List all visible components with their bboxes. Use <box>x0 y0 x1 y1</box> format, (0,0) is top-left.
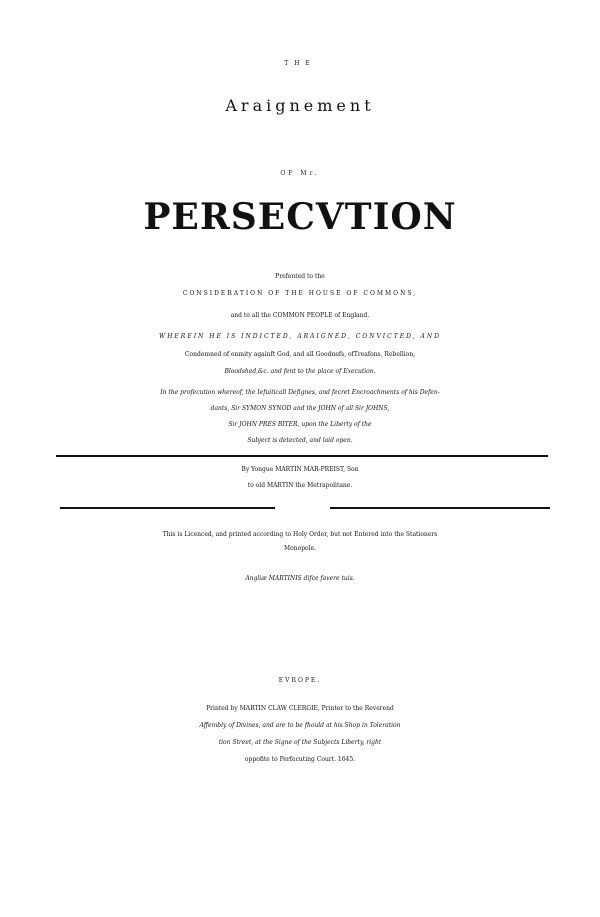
street-line: tion Street, at the Signe of the Subjects Liberty, right <box>218 739 382 746</box>
monopole-line: Monopole. <box>283 545 317 552</box>
heading-persecution: PERSECVTION <box>143 196 457 238</box>
common-people-line: and to all the COMMON PEOPLE of England. <box>230 312 370 319</box>
assembly-line: Affembly of Divines, and are to be fhould at his Shop in Toleration <box>199 722 401 729</box>
condemned-line: Condemned of enmity againft God, and all Goodnefs, ofTreafons, Rebellion, <box>184 351 416 358</box>
subject-line: Subject is detected, and laid open. <box>247 437 353 444</box>
defendants-line: dants, Sir SYMON SYNOD and the JOHN of all Sir JOHNS, <box>210 405 390 412</box>
opposite-line: oppofite to Perfecuting Court. 1645. <box>244 756 356 763</box>
licence-line: This is Licenced, and printed according to Holy Order, but not Entered into the Stationers <box>162 531 438 538</box>
author-line: By Yongue MARTIN MAR-PREIST, Son <box>241 466 359 473</box>
bloodshed-line: Bloodshed,&c. and fent to the place of Execution. <box>224 368 376 375</box>
heading-of-mr: OF Mr. <box>280 170 320 177</box>
presented-line: Prefented to the <box>275 273 325 280</box>
author-line-2: to old MARTIN the Metrapolitane. <box>247 482 353 489</box>
bottom-rule-right <box>330 507 550 509</box>
heading-araignement: Araignement <box>225 96 375 115</box>
sir-john-line: Sir JOHN PRES BITER, upon the Liberty of the <box>228 421 372 428</box>
wherein-line: WHEREIN HE IS INDICTED, ARAIGNED, CONVICTED, AND <box>159 333 441 340</box>
europe-line: EVROPE. <box>278 677 322 684</box>
top-rule <box>56 455 548 457</box>
prosecution-line: In the profecution whereof, the Iefuiticall Defignes, and fecret Encroachments of his Defen- <box>160 389 440 396</box>
printer-line: Printed by MARTIN CLAW CLERGIE, Printer to the Reverend <box>206 705 394 712</box>
motto-line: Angliæ MARTINIS difce favere tuis. <box>245 575 355 582</box>
bottom-rule-left <box>60 507 275 509</box>
consideration-line: CONSIDERATION OF THE HOUSE OF COMMONS, <box>182 290 418 297</box>
heading-the: THE <box>284 60 316 67</box>
